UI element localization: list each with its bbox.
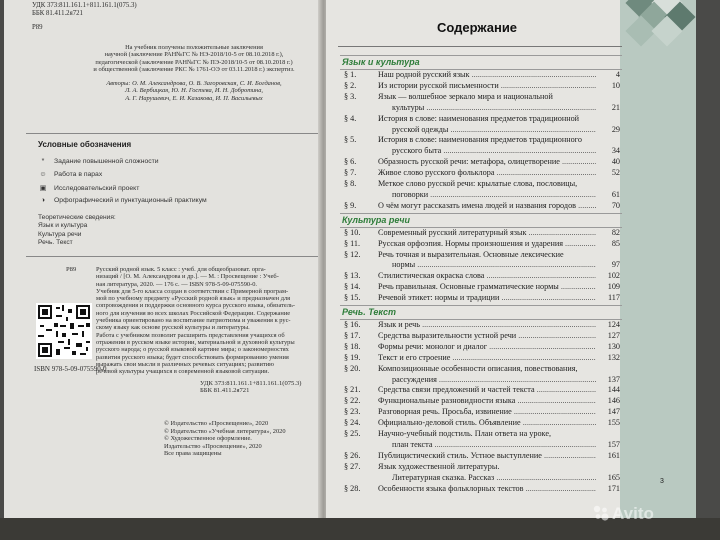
toc-entry-title: Речь точная и выразительная. Основные лексические [378, 249, 564, 259]
copyright-line: Все права защищены [164, 450, 222, 457]
toc-entry-title: Язык и речь ..... [378, 320, 596, 329]
toc-entry-title: нормы ..... [392, 260, 596, 269]
toc-entry-page: 130 [607, 341, 620, 351]
toc-entry-title: Современный русский литературный язык ..... [378, 228, 596, 237]
toc-entry-title: История в слове: наименования предметов традиционной [378, 113, 580, 123]
biblio-line: Работа с учебником позволит расширить представления учащихся об [96, 331, 285, 339]
toc-entry-number: § 6. [344, 157, 357, 167]
toc-entry-number: § 24. [344, 418, 361, 428]
toc-entry-page: 161 [607, 450, 620, 460]
review-notes [78, 44, 310, 73]
toc-entry-title: Функциональные разновидности языка ..... [378, 396, 596, 405]
legend-item-practicum [38, 197, 207, 204]
toc-entry-title: Русская орфоэпия. Нормы произношения и ударения ..... [378, 239, 596, 248]
authors-list [78, 80, 310, 102]
toc-entry-number: § 7. [344, 168, 357, 178]
toc-entry-number: § 14. [344, 282, 361, 292]
legend-label: Исследовательский проект [54, 184, 140, 192]
toc-entry[interactable] [340, 201, 622, 213]
review-line: педагогической (заключение РАН№ГС № ПЭ-2018/10-5 от 08.10.2018 г.) [95, 58, 293, 66]
toc-entry-page: 21 [611, 102, 620, 112]
toc-entry-title: Литературная сказка. Рассказ ..... [392, 473, 596, 482]
legend-label: Работа в парах [54, 171, 103, 178]
theory-block [38, 214, 116, 248]
biblio-line: речевой культуры учащихся в современной языковой ситуации. [96, 368, 270, 376]
biblio-line: ная литература, 2020. — 176 с. — ISBN 978-5-09-075590-0. [96, 280, 258, 288]
biblio-line: учебника ориентировано на воспитание патриотизма и уважения к рус- [96, 317, 291, 325]
biblio-line: ного для изучения во всех школах Российской Федерации. Содержание [96, 309, 291, 317]
toc-entry-page: 157 [607, 439, 620, 449]
toc-entry-page: 109 [607, 282, 620, 292]
toc-entry-page: 165 [607, 472, 620, 482]
udk-code: УДК 373:811.161.1+811.161.1(075.3) [32, 2, 137, 9]
biblio-line: отражении в русском языке истории, материальной и духовной культуры [96, 338, 295, 346]
toc-entry-title: О чём могут рассказать имена людей и названия городов ..... [378, 201, 596, 210]
toc-entry-number: § 22. [344, 396, 361, 406]
udk-code-bottom: УДК 373:811.161.1+811.161.1(075.3) [200, 380, 302, 387]
toc-entry-number: § 8. [344, 179, 357, 188]
toc-entry-title: Публицистический стиль. Устное выступление ..... [378, 451, 596, 460]
toc-entry-number: § 19. [344, 352, 361, 362]
bbk-code: ББК 81.411.2я721 [32, 10, 83, 17]
toc-entry-number: § 2. [344, 80, 357, 90]
bibliographic-description [96, 266, 318, 375]
toc-entry-number: § 15. [344, 293, 361, 303]
toc-entry-number: § 16. [344, 320, 361, 329]
section-divider [340, 305, 622, 306]
biblio-line: низаций / [О. М. Александрова и др.]. — М. : Просвещение : Учеб- [96, 273, 279, 281]
copyright-line: © Издательство «Учебная литература», 2020 [164, 427, 286, 435]
toc-entry-page: 147 [607, 407, 620, 417]
decorative-band [620, 0, 696, 540]
theory-item: Культура речи [38, 230, 82, 238]
qr-code [36, 303, 92, 359]
toc-entry-title: Разговорная речь. Просьба, извинение ..... [378, 407, 596, 416]
toc-entry-page: 29 [611, 124, 620, 134]
toc-entry-number: § 26. [344, 450, 361, 460]
toc-entry-page: 34 [611, 146, 620, 156]
biblio-line: Учебник для 5-го класса создан в соответствии с Примерной програм- [96, 287, 289, 295]
toc-entry-title: культуры ..... [392, 103, 596, 112]
toc-entry-page: 61 [611, 189, 620, 199]
copyright-block [164, 420, 286, 458]
legend-label: Задание повышенной сложности [54, 158, 159, 165]
toc-entry-title: Средства связи предложений и частей текста ..... [378, 385, 596, 394]
toc-entry-number: § 12. [344, 249, 361, 259]
toc-entry-page: 4 [615, 70, 620, 79]
toc-entry-title: Из истории русской письменности ..... [378, 81, 596, 90]
toc-entry-page: 124 [607, 320, 620, 329]
bbk-code-bottom: ББК 81.411.2я721 [200, 387, 250, 395]
toc-entry-title: Речь правильная. Основные грамматические нормы ..... [378, 282, 596, 291]
legend-title: Условные обозначения [38, 140, 132, 149]
toc-section-title: Культура речи [342, 214, 410, 225]
toc-entry[interactable] [340, 484, 622, 496]
toc-entry-page: 132 [607, 352, 620, 362]
legend-item-pairs [38, 171, 102, 178]
toc-entry-page: 70 [611, 200, 620, 210]
toc-entry-number: § 17. [344, 330, 361, 340]
udk-header [32, 2, 137, 18]
toc-entry-title: поговорки ..... [392, 190, 596, 199]
toc-entry-title: Композиционные особенности описания, повествования, [378, 363, 578, 373]
toc-entry-title: рассуждения ..... [392, 375, 596, 384]
toc-entry-title: русской одежды ..... [392, 125, 596, 134]
toc-entry-number: § 1. [344, 70, 357, 79]
toc-entry-number: § 23. [344, 407, 361, 417]
theory-item: Язык и культура [38, 222, 88, 230]
toc-entry-page: 171 [607, 483, 620, 493]
legend-box [26, 133, 322, 257]
toc-entry-page: 137 [607, 374, 620, 384]
review-line: и общественной (заключение РКС № 1761-ОЭ от 03.11.2018 г.) экспертиз. [93, 65, 295, 73]
toc-entry-number: § 21. [344, 385, 361, 395]
toc-entry-title: История в слове: наименования предметов традиционного [378, 135, 582, 145]
toc-entry-number: § 9. [344, 200, 357, 210]
toc-entry[interactable] [340, 293, 622, 305]
udk-footer [200, 380, 301, 395]
toc-entry-page: 117 [608, 293, 620, 303]
legend-label: Орфографический и пунктуационный практикум [54, 197, 207, 204]
review-line: На учебник получены положительные заключения [125, 44, 263, 51]
page-number: 3 [660, 478, 664, 485]
biblio-line: выражать свои мысли в различных речевых ситуациях; развитию [96, 360, 274, 368]
toc-entry-title: Язык художественной литературы. [378, 461, 500, 471]
copyright-line: © Художественное оформление. [164, 435, 252, 442]
practicum-icon: ◑ [40, 197, 46, 204]
qr-code-graphic [36, 303, 92, 359]
toc-entry-page: 85 [611, 238, 620, 248]
author-line: А. Г. Нарушевич, Е. И. Казакова, И. П. Васильевых [125, 94, 263, 102]
avito-watermark: Avito [612, 504, 654, 523]
toc-entry-title: Средства выразительности устной речи ..... [378, 331, 596, 340]
toc-entry-page: 82 [611, 227, 620, 237]
title-divider [338, 46, 622, 47]
pair-work-icon: ☺ [39, 171, 47, 178]
right-page [326, 0, 696, 540]
toc-entry-title: русского быта ..... [392, 146, 596, 155]
legend-item-project [38, 184, 139, 192]
toc-entry-title: Язык — волшебное зеркало мира и национальной [378, 91, 553, 101]
left-page [4, 0, 322, 540]
toc-entry-title: Меткое слово русской речи: крылатые слова, пословицы, [378, 179, 578, 188]
avito-logo-icon [592, 504, 610, 522]
toc-entry-title: Официально-деловой стиль. Объявление ..... [378, 418, 596, 427]
copyright-line: Издательство «Просвещение», 2020 [164, 442, 262, 450]
toc-entry-number: § 20. [344, 363, 361, 373]
biblio-code: Р89 [66, 266, 77, 273]
toc-entry-number: § 28. [344, 483, 361, 493]
review-line: научной (заключение РАН№ГС № НЭ-2018/10-5 от 08.10.2018 г.), [104, 51, 284, 59]
toc-entry-title: Научно-учебный подстиль. План ответа на уроке, [378, 429, 552, 438]
toc-entry-number: § 3. [344, 91, 357, 101]
toc-entry-number: § 5. [344, 135, 357, 145]
legend-item-hard [38, 158, 159, 165]
toc-entry-page: 52 [611, 168, 620, 178]
biblio-line: скому языку как основе русской культуры и литературы. [96, 324, 250, 332]
biblio-line: сопровождения и поддержки основного курса русского языка, обязатель- [96, 302, 295, 310]
toc-entry-number: § 4. [344, 113, 357, 123]
author-line: Авторы: О. М. Александрова, О. В. Загоровская, С. И. Богданов, [106, 80, 282, 87]
contents-title: Содержание [436, 20, 518, 35]
toc-section-title: Речь. Текст [342, 307, 396, 317]
toc-entry-title: Речевой этикет: нормы и традиции ..... [378, 293, 596, 302]
toc-entry-title: Образность русской речи: метафора, олицетворение ..... [378, 157, 596, 166]
toc-entry-page: 10 [611, 80, 620, 90]
decorative-tiles [622, 2, 696, 50]
toc-section-title: Язык и культура [342, 57, 420, 67]
theory-title: Теоретические сведения: [38, 214, 116, 221]
toc-entry-title: Формы речи: монолог и диалог ..... [378, 342, 596, 351]
toc-entry-title: Живое слово русского фольклора ..... [378, 168, 596, 177]
toc-entry-title: план текста ..... [392, 440, 596, 449]
toc-entry-page: 40 [611, 157, 620, 167]
toc-entry-number: § 27. [344, 461, 361, 471]
copyright-line: © Издательство «Просвещение», 2020 [164, 420, 269, 427]
toc-entry-number: § 25. [344, 429, 361, 438]
project-icon: ▣ [39, 185, 47, 192]
toc-entry-number: § 11. [344, 238, 361, 248]
toc-entry-title: Стилистическая окраска слова ..... [378, 271, 596, 280]
author-code: Р89 [32, 24, 43, 31]
toc-entry-title: Наш родной русский язык ..... [378, 70, 596, 79]
toc-entry-page: 102 [607, 271, 620, 281]
section-divider [340, 55, 622, 56]
asterisk-icon: * [41, 158, 45, 165]
biblio-line: русского народа; о русской языковой картине мира; о закономерностях [96, 346, 289, 354]
toc-entry-page: 97 [611, 260, 620, 270]
section-divider [340, 213, 622, 214]
biblio-line: Русский родной язык. 5 класс : учеб. для общеобразоват. орга- [96, 266, 266, 273]
toc-entry-number: § 13. [344, 271, 361, 281]
biblio-line: развития русского языка; будет способствовать формированию умения [96, 353, 289, 361]
toc-entry-number: § 18. [344, 341, 361, 351]
toc-entry-title: Текст и его строение ..... [378, 353, 596, 362]
theory-item: Речь. Текст [38, 239, 73, 247]
isbn: ISBN 978-5-09-075590-0 [34, 365, 107, 373]
toc-entry-number: § 10. [344, 227, 361, 237]
toc-entry-page: 144 [607, 385, 620, 395]
toc-entry-page: 146 [607, 396, 620, 406]
toc-entry-title: Особенности языка фольклорных текстов ..... [378, 484, 596, 493]
toc-entry-page: 155 [607, 418, 620, 428]
biblio-line: мой по учебному предмету «Русский родной язык» и предназначен для [96, 295, 291, 303]
author-line: Л. А. Вербицкая, Ю. Н. Гостева, И. Н. Добротина, [124, 87, 264, 95]
toc-entry-page: 127 [607, 330, 620, 340]
